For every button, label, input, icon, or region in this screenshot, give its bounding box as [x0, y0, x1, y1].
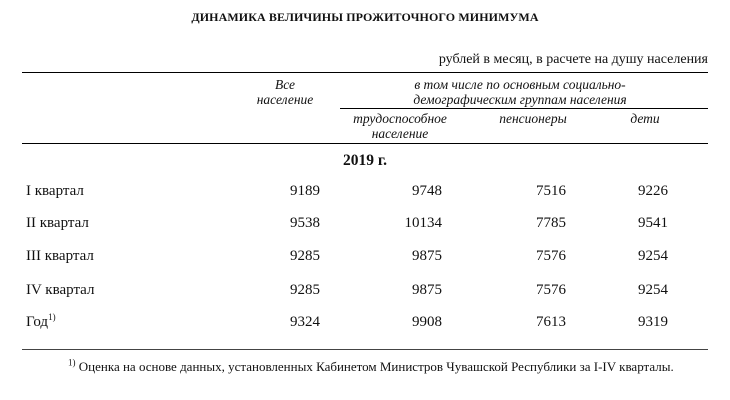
footnote-marker: 1): [68, 357, 76, 368]
cell-children: 9541: [638, 215, 668, 231]
header-working-age: [340, 111, 460, 141]
cell-working: 10134: [404, 215, 442, 231]
header-groups: [350, 77, 690, 107]
cell-working: 9908: [412, 314, 442, 330]
row-label: IV квартал: [26, 282, 95, 298]
footnote-rule: [22, 349, 708, 350]
cell-all: 9324: [290, 314, 320, 330]
header-pensioners: пенсионеры: [499, 111, 567, 126]
cell-all: 9189: [290, 183, 320, 199]
header-top-rule: [22, 72, 708, 73]
cell-children: 9254: [638, 282, 668, 298]
header-groups-rule: [340, 108, 708, 109]
header-groups-line2: демографическим группам населения: [413, 92, 627, 107]
cell-all: 9285: [290, 248, 320, 264]
footnote-text: Оценка на основе данных, установленных Кабинетом Министров Чувашской Республики за I-IV кварталы.: [78, 359, 674, 374]
footnote-ref: 1): [48, 312, 56, 322]
footnote: [20, 358, 710, 375]
cell-pensioners: 7613: [536, 314, 566, 330]
cell-pensioners: 7576: [536, 248, 566, 264]
row-label: III квартал: [26, 248, 94, 264]
header-working-line1: трудоспособное: [353, 111, 447, 126]
header-working-line2: население: [371, 126, 429, 141]
cell-working: 9875: [412, 282, 442, 298]
header-groups-line1: в том числе по основным социально-: [414, 77, 626, 92]
header-all-line2: население: [256, 92, 314, 107]
header-all-line1: Все: [274, 77, 296, 92]
cell-pensioners: 7516: [536, 183, 566, 199]
header-all-population: [230, 77, 340, 107]
row-label: I квартал: [26, 183, 84, 199]
cell-children: 9254: [638, 248, 668, 264]
cell-working: 9875: [412, 248, 442, 264]
cell-pensioners: 7785: [536, 215, 566, 231]
header-children: дети: [630, 111, 660, 126]
header-bottom-rule: [22, 143, 708, 144]
table-title: ДИНАМИКА ВЕЛИЧИНЫ ПРОЖИТОЧНОГО МИНИМУМА: [191, 10, 539, 24]
cell-children: 9226: [638, 183, 668, 199]
year-heading: 2019 г.: [342, 152, 388, 169]
row-label: Год$^{1)}$: [26, 312, 56, 330]
cell-pensioners: 7576: [536, 282, 566, 298]
cell-all: 9538: [290, 215, 320, 231]
cell-working: 9748: [412, 183, 442, 199]
row-label: II квартал: [26, 215, 89, 231]
cell-children: 9319: [638, 314, 668, 330]
cell-all: 9285: [290, 282, 320, 298]
units-note: рублей в месяц, в расчете на душу населения: [438, 52, 708, 67]
